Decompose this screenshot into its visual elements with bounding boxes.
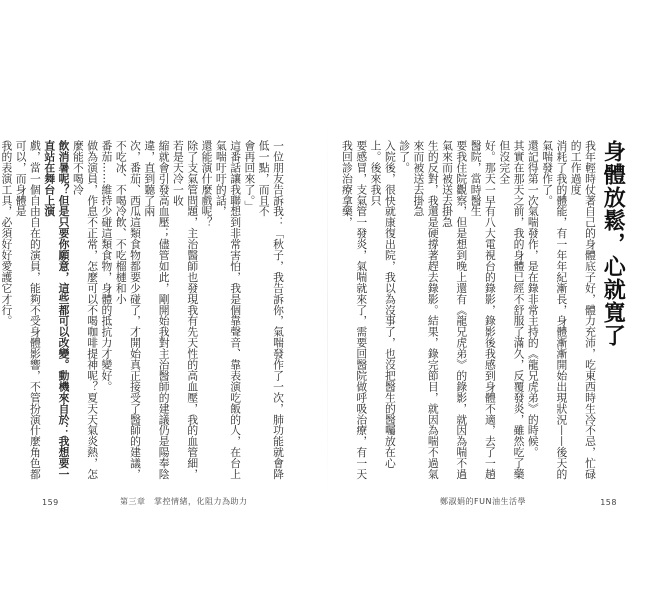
paragraph (199, 140, 242, 490)
paragraph (340, 140, 397, 490)
page-number: 158 (600, 498, 617, 507)
right-page (328, 0, 655, 609)
paragraph (397, 140, 526, 490)
text-line: 次，番茄、西瓜這類食物都要少碰了，才開始真正接受了醫師的建議，不吃冰、不喝冷飲、不吃榴槤和小 (114, 140, 143, 480)
text-line: 除了支氣管問題，主治醫師也發現我有先天性的高血壓，我的血管細，若是天冷一收 (171, 140, 200, 480)
chapter-title: 身體放鬆，心就寬了 (600, 140, 626, 347)
text-line: 要我住院觀察，但是想到晚上還有《龍兄虎弟》的錄影，就因為喘不過氣來而被送去掛急 (441, 140, 469, 480)
text-line: 其實在那天之前，我的身體已經不舒服了滿久，反覆發炎，雖然吃了藥但沒完全 (498, 140, 526, 480)
text-line: 飲消暑呢？但是只要你願意，這些都可以改變。動機來自於：我想要一直站在舞台上演 (43, 140, 71, 480)
text-line: 入院後，很快就康復出院，我以為沒事了，也沒把醫生的醫囑放在心上。後來我只 (369, 140, 397, 469)
text-line: 好。那天一早有八大電視台的錄影，錄影後我感到身體不適，去了一趟醫院，當時醫生 (469, 140, 497, 480)
paragraph (242, 140, 285, 490)
text-line: 戲，當一個自由自在的演員，能夠不受身體影響，不管扮演什麼角色都可以，而身體是 (14, 140, 42, 480)
text-line: 消耗了我的體能，有一年年紀漸長，身體漸漸開始出現狀況——後天的氣喘發作了。 (541, 140, 569, 480)
paragraph (540, 140, 597, 490)
text-line: 做為演員，作息不正常，怎麼可以不喝咖啡提神呢？夏天天氣炎熱，怎麼能不喝冷 (71, 140, 100, 480)
text-line: 診了。 (398, 140, 412, 173)
text-line: 我年輕時仗著自己的身體底子好，體力充沛，吃東西時生冷不忌，忙碌的工作過度 (569, 140, 597, 480)
paragraph (0, 140, 99, 490)
page-number: 159 (42, 498, 59, 507)
text-line: 一位朋友告訴我：「秋子，我告訴你，氣喘發作了一次，肺功能就會降低一點，而且不 (257, 140, 285, 480)
right-page-body (340, 140, 597, 490)
running-footer: 鄭淑娟的FUN油生活學 (440, 497, 526, 506)
text-line: 還記得第一次氣喘發作，是在錄非常主持的《龍兄虎弟》的時候。 (526, 140, 540, 458)
text-line: 會再回來了。」 (243, 140, 257, 212)
text-line: 我的表演工具，必須好好愛護它才行。 (0, 140, 14, 327)
running-footer: 第三章 掌控情緒，化阻力為助力 (120, 497, 248, 506)
text-line: 這番話讓我聯想到非常害怕，我是個靠聲音、靠表演吃飯的人，在台上氣喘吁吁的話， (214, 140, 243, 480)
text-line: 縮就會引發高血壓；儘管如此，剛開始我對主治醫師的建議仍是陽奉陰違，直到聽了兩 (143, 140, 171, 480)
text-line: 還能演什麼戲呢？ (200, 140, 214, 228)
text-line: 生的反對，我還是硬撐著趕去錄影。結果，錄完節目，就因為喘不過氣來而被送去掛急 (412, 140, 440, 480)
text-line: 番茄……維持少碰這類食物，身體的抵抗力才變好。 (100, 140, 114, 392)
left-page (0, 0, 327, 609)
text-line: 要感冒，支氣管一發炎，氣喘就來了，需要回醫院做呼吸治療，有一天我回診治療拿藥， (340, 140, 369, 480)
paragraph (526, 140, 540, 490)
paragraph (99, 140, 199, 490)
left-page-body (0, 140, 285, 490)
